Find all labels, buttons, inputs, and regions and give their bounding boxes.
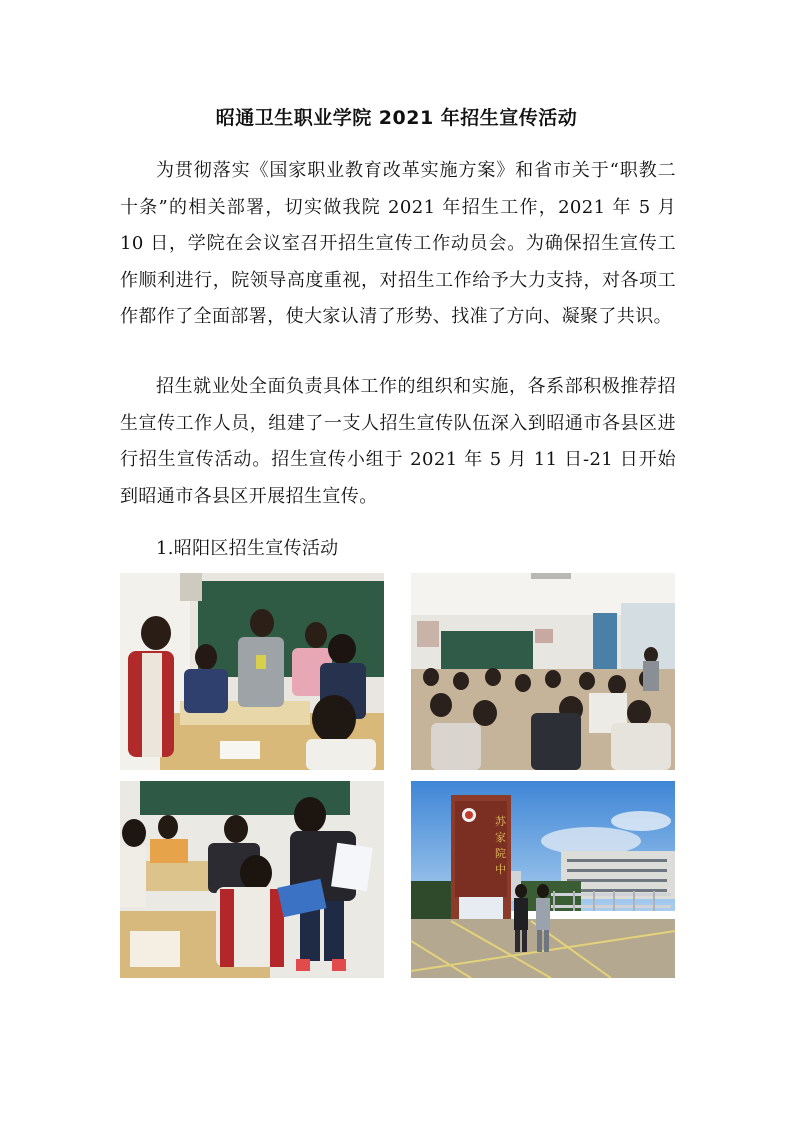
svg-text:中: 中 — [495, 863, 506, 876]
svg-text:苏: 苏 — [495, 815, 506, 828]
paragraph-2: 招生就业处全面负责具体工作的组织和实施，各系部积极推荐招生宣传工作人员，组建了一支人招生宣传队伍深入到昭通市各县区进行招生宣传活动。招生宣传小组于 2021 年 5 月 11 日-21 日开始到昭通市各县区开展招生宣传。 — [120, 376, 676, 507]
svg-text:院: 院 — [495, 847, 506, 860]
classroom-students-photo — [411, 573, 675, 770]
svg-text:家: 家 — [495, 831, 506, 844]
student-reading-brochure-photo — [120, 781, 384, 978]
section-heading: 1.昭阳区招生宣传活动 — [156, 538, 339, 559]
paragraph-1: 为贯彻落实《国家职业教育改革实施方案》和省市关于“职教二十条”的相关部署，切实做我院 2021 年招生工作，2021 年 5 月 10 日，学院在会议室召开招生宣传工作动员会。为确保招生宣传工作顺利进行，院领导高度重视，对招生工作给予大力支持，对各项工作都作了全面部署，使大家认清了形势、找准了方向、凝聚了共识。 — [120, 160, 676, 327]
school-gate-photo — [411, 781, 675, 978]
classroom-consultation-photo — [120, 573, 384, 770]
page-title: 昭通卫生职业学院 2021 年招生宣传活动 — [215, 107, 578, 129]
